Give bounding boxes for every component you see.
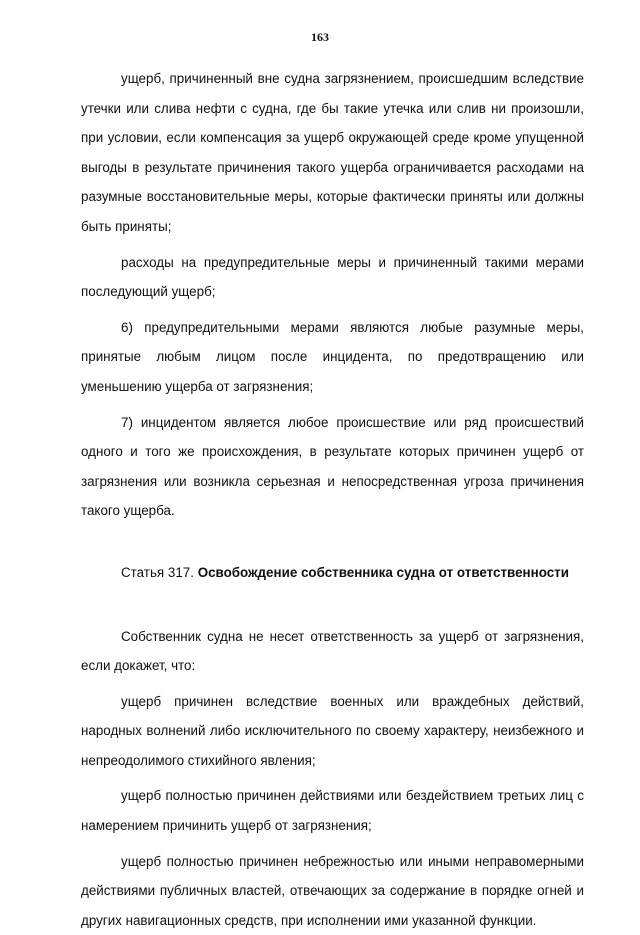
paragraph-definition-incident: 7) инцидентом является любое происшествие или ряд происшествий одного и того же происхождения, в результате которых причинен ущерб от загрязнения или возникла серьезная и непосредственная угроза причинения такого ущерба. [81, 414, 584, 519]
document-body [81, 64, 584, 935]
article-title: Освобождение собственника судна от ответственности [197, 564, 569, 580]
paragraph-exemption-third-parties: ущерб полностью причинен действиями или бездействием третьих лиц с намерением причинить ущерб от загрязнения; [81, 788, 584, 834]
page-number: 163 [311, 30, 329, 44]
paragraph-damage-pollution: ущерб, причиненный вне судна загрязнением, происшедшим вследствие утечки или слива нефти с судна, где бы такие утечка или слив ни произошли, при условии, если компенсация за ущерб окружающей среде кроме упущенной выгоды в результате причинения такого ущерба ограничивается расходами на разумные восстановительные меры, которые фактически приняты или должны быть приняты; [81, 71, 584, 234]
paragraph-exemption-war-nature: ущерб причинен вследствие военных или враждебных действий, народных волнений либо исключительного по своему характеру, неизбежного и непреодолимого стихийного явления; [81, 693, 584, 768]
paragraph-definition-preventive-measures: 6) предупредительными мерами являются любые разумные меры, принятые любым лицом после инцидента, по предотвращению или уменьшению ущерба от загрязнения; [81, 319, 584, 394]
paragraph-owner-exemption-intro: Собственник судна не несет ответственность за ущерб от загрязнения, если докажет, что: [81, 628, 584, 674]
article-heading [81, 558, 584, 588]
paragraph-exemption-authorities: ущерб полностью причинен небрежностью или иными неправомерными действиями публичных властей, отвечающих за содержание в порядке огней и других навигационных средств, при исполнении ими указанной функции. [81, 853, 584, 928]
article-label: Статья 317. [121, 564, 194, 580]
paragraph-preventive-costs: расходы на предупредительные меры и причиненный такими мерами последующий ущерб; [81, 254, 584, 300]
